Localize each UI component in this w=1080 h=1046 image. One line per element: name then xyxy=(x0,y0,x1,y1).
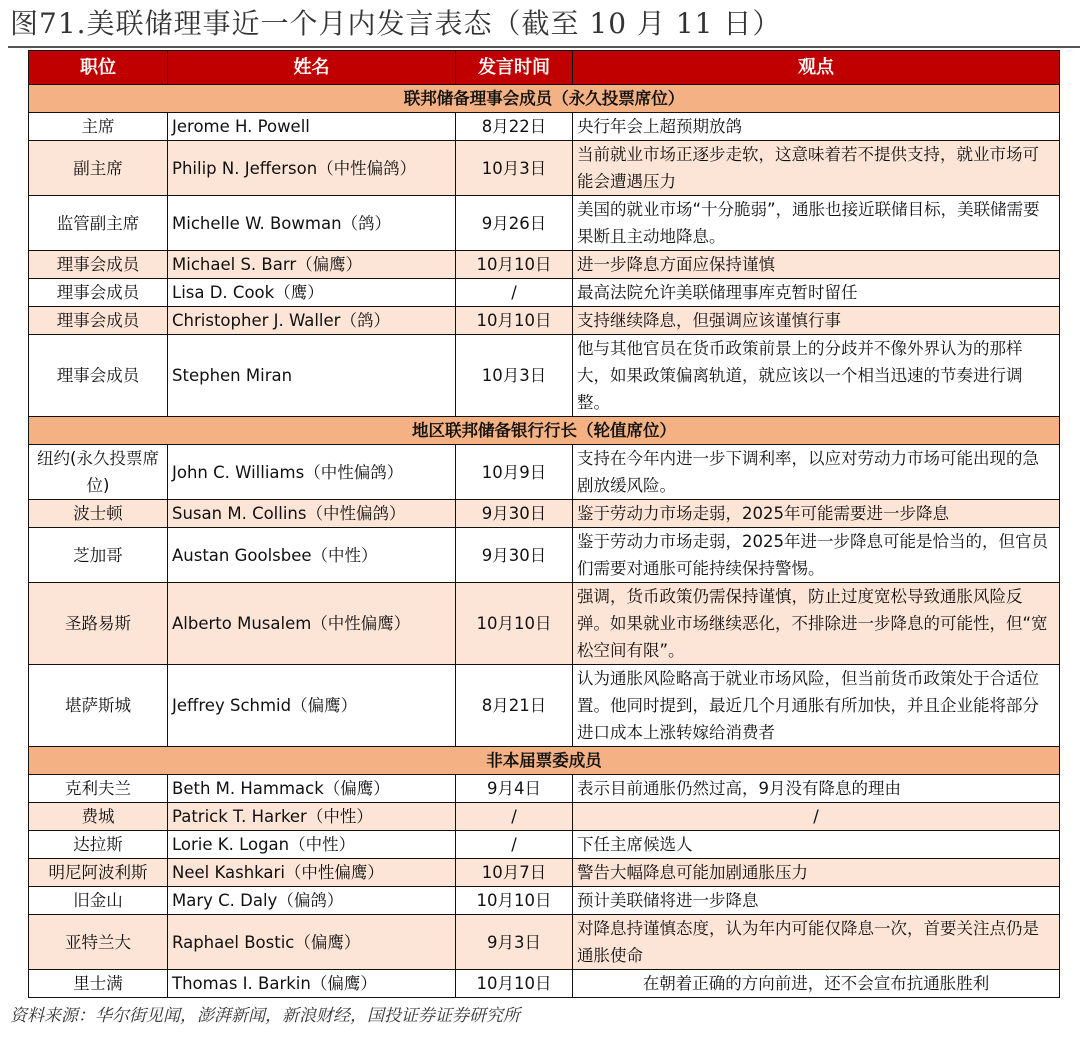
cell-date: 9月26日 xyxy=(456,196,573,251)
cell-position: 理事会成员 xyxy=(29,279,168,307)
cell-view: 当前就业市场正逐步走软，这意味着若不提供支持，就业市场可能会遭遇压力 xyxy=(573,141,1060,196)
cell-position: 理事会成员 xyxy=(29,251,168,279)
section-row xyxy=(29,85,1060,113)
section-row xyxy=(29,747,1060,775)
cell-view: 鉴于劳动力市场走弱，2025年可能需要进一步降息 xyxy=(573,500,1060,528)
table-row xyxy=(29,528,1060,583)
cell-position: 波士顿 xyxy=(29,500,168,528)
cell-name: Jerome H. Powell xyxy=(168,113,456,141)
cell-view: 最高法院允许美联储理事库克暂时留任 xyxy=(573,279,1060,307)
header-date: 发言时间 xyxy=(456,51,573,85)
cell-name: Lorie K. Logan（中性） xyxy=(168,831,456,859)
cell-position: 明尼阿波利斯 xyxy=(29,859,168,887)
table-row xyxy=(29,887,1060,915)
cell-name: John C. Williams（中性偏鸽） xyxy=(168,445,456,500)
cell-name: Neel Kashkari（中性偏鹰） xyxy=(168,859,456,887)
cell-name: Michael S. Barr（偏鹰） xyxy=(168,251,456,279)
cell-name: Philip N. Jefferson（中性偏鸽） xyxy=(168,141,456,196)
cell-position: 费城 xyxy=(29,803,168,831)
cell-date: 8月21日 xyxy=(456,665,573,747)
cell-name: Michelle W. Bowman（鸽） xyxy=(168,196,456,251)
cell-date: 10月10日 xyxy=(456,251,573,279)
figure-title: 图71.美联储理事近一个月内发言表态（截至 10 月 11 日） xyxy=(10,7,782,40)
cell-view: / xyxy=(573,803,1060,831)
cell-view: 表示目前通胀仍然过高，9月没有降息的理由 xyxy=(573,775,1060,803)
cell-position: 旧金山 xyxy=(29,887,168,915)
table-row xyxy=(29,831,1060,859)
cell-date: 10月3日 xyxy=(456,335,573,417)
cell-date: 10月9日 xyxy=(456,445,573,500)
title-divider xyxy=(8,46,1080,48)
table-row xyxy=(29,665,1060,747)
cell-position: 理事会成员 xyxy=(29,335,168,417)
cell-position: 里士满 xyxy=(29,970,168,998)
cell-view: 警告大幅降息可能加剧通胀压力 xyxy=(573,859,1060,887)
cell-position: 克利夫兰 xyxy=(29,775,168,803)
table-row xyxy=(29,803,1060,831)
table-row xyxy=(29,335,1060,417)
cell-position: 纽约(永久投票席位) xyxy=(29,445,168,500)
section-label: 联邦储备理事会成员（永久投票席位） xyxy=(29,85,1060,113)
cell-view: 强调，货币政策仍需保持谨慎，防止过度宽松导致通胀风险反弹。如果就业市场继续恶化，不排除进一步降息的可能性，但“宽松空间有限”。 xyxy=(573,583,1060,665)
cell-date: 9月4日 xyxy=(456,775,573,803)
cell-date: 10月10日 xyxy=(456,307,573,335)
cell-date: 10月10日 xyxy=(456,583,573,665)
cell-date: 9月30日 xyxy=(456,500,573,528)
cell-view: 支持继续降息，但强调应该谨慎行事 xyxy=(573,307,1060,335)
cell-date: 10月10日 xyxy=(456,887,573,915)
table-row xyxy=(29,970,1060,998)
table-row xyxy=(29,500,1060,528)
cell-position: 圣路易斯 xyxy=(29,583,168,665)
cell-position: 达拉斯 xyxy=(29,831,168,859)
cell-view: 下任主席候选人 xyxy=(573,831,1060,859)
cell-date: / xyxy=(456,279,573,307)
cell-position: 副主席 xyxy=(29,141,168,196)
cell-view: 支持在今年内进一步下调利率，以应对劳动力市场可能出现的急剧放缓风险。 xyxy=(573,445,1060,500)
source-note: 资料来源：华尔街见闻，澎湃新闻，新浪财经，国投证券证券研究所 xyxy=(10,1006,520,1026)
cell-name: Raphael Bostic（偏鹰） xyxy=(168,915,456,970)
cell-view: 预计美联储将进一步降息 xyxy=(573,887,1060,915)
cell-name: Lisa D. Cook（鹰） xyxy=(168,279,456,307)
fed-officials-table xyxy=(28,50,1060,998)
table-row xyxy=(29,141,1060,196)
cell-name: Patrick T. Harker（中性） xyxy=(168,803,456,831)
cell-date: 9月3日 xyxy=(456,915,573,970)
header-view: 观点 xyxy=(573,51,1060,85)
cell-name: Mary C. Daly（偏鸽） xyxy=(168,887,456,915)
cell-position: 主席 xyxy=(29,113,168,141)
cell-name: Alberto Musalem（中性偏鹰） xyxy=(168,583,456,665)
cell-date: / xyxy=(456,803,573,831)
table-row xyxy=(29,196,1060,251)
cell-name: Jeffrey Schmid（偏鹰） xyxy=(168,665,456,747)
table-row xyxy=(29,775,1060,803)
cell-name: Beth M. Hammack（偏鹰） xyxy=(168,775,456,803)
cell-date: 10月3日 xyxy=(456,141,573,196)
cell-position: 监管副主席 xyxy=(29,196,168,251)
cell-date: / xyxy=(456,831,573,859)
cell-view: 进一步降息方面应保持谨慎 xyxy=(573,251,1060,279)
cell-name: Christopher J. Waller（鸽） xyxy=(168,307,456,335)
cell-view: 在朝着正确的方向前进，还不会宣布抗通胀胜利 xyxy=(573,970,1060,998)
cell-view: 鉴于劳动力市场走弱，2025年进一步降息可能是恰当的，但官员们需要对通胀可能持续保持警惕。 xyxy=(573,528,1060,583)
cell-name: Susan M. Collins（中性偏鸽） xyxy=(168,500,456,528)
cell-date: 8月22日 xyxy=(456,113,573,141)
cell-position: 堪萨斯城 xyxy=(29,665,168,747)
table-header xyxy=(29,51,1060,85)
cell-position: 理事会成员 xyxy=(29,307,168,335)
cell-position: 亚特兰大 xyxy=(29,915,168,970)
table-row xyxy=(29,251,1060,279)
table-row xyxy=(29,915,1060,970)
section-row xyxy=(29,417,1060,445)
section-label: 非本届票委成员 xyxy=(29,747,1060,775)
cell-date: 9月30日 xyxy=(456,528,573,583)
header-position: 职位 xyxy=(29,51,168,85)
cell-view: 他与其他官员在货币政策前景上的分歧并不像外界认为的那样大，如果政策偏离轨道，就应该以一个相当迅速的节奏进行调整。 xyxy=(573,335,1060,417)
table-row xyxy=(29,307,1060,335)
table-row xyxy=(29,113,1060,141)
table-row xyxy=(29,445,1060,500)
table-row xyxy=(29,279,1060,307)
cell-view: 美国的就业市场“十分脆弱”，通胀也接近联储目标，美联储需要果断且主动地降息。 xyxy=(573,196,1060,251)
cell-date: 10月7日 xyxy=(456,859,573,887)
cell-view: 对降息持谨慎态度，认为年内可能仅降息一次，首要关注点仍是通胀使命 xyxy=(573,915,1060,970)
cell-name: Austan Goolsbee（中性） xyxy=(168,528,456,583)
header-name: 姓名 xyxy=(168,51,456,85)
cell-view: 央行年会上超预期放鸽 xyxy=(573,113,1060,141)
cell-name: Stephen Miran xyxy=(168,335,456,417)
cell-name: Thomas I. Barkin（偏鹰） xyxy=(168,970,456,998)
table-row xyxy=(29,859,1060,887)
cell-position: 芝加哥 xyxy=(29,528,168,583)
table-row xyxy=(29,583,1060,665)
cell-view: 认为通胀风险略高于就业市场风险，但当前货币政策处于合适位置。他同时提到，最近几个月通胀有所加快，并且企业能将部分进口成本上涨转嫁给消费者 xyxy=(573,665,1060,747)
cell-date: 10月10日 xyxy=(456,970,573,998)
section-label: 地区联邦储备银行行长（轮值席位） xyxy=(29,417,1060,445)
